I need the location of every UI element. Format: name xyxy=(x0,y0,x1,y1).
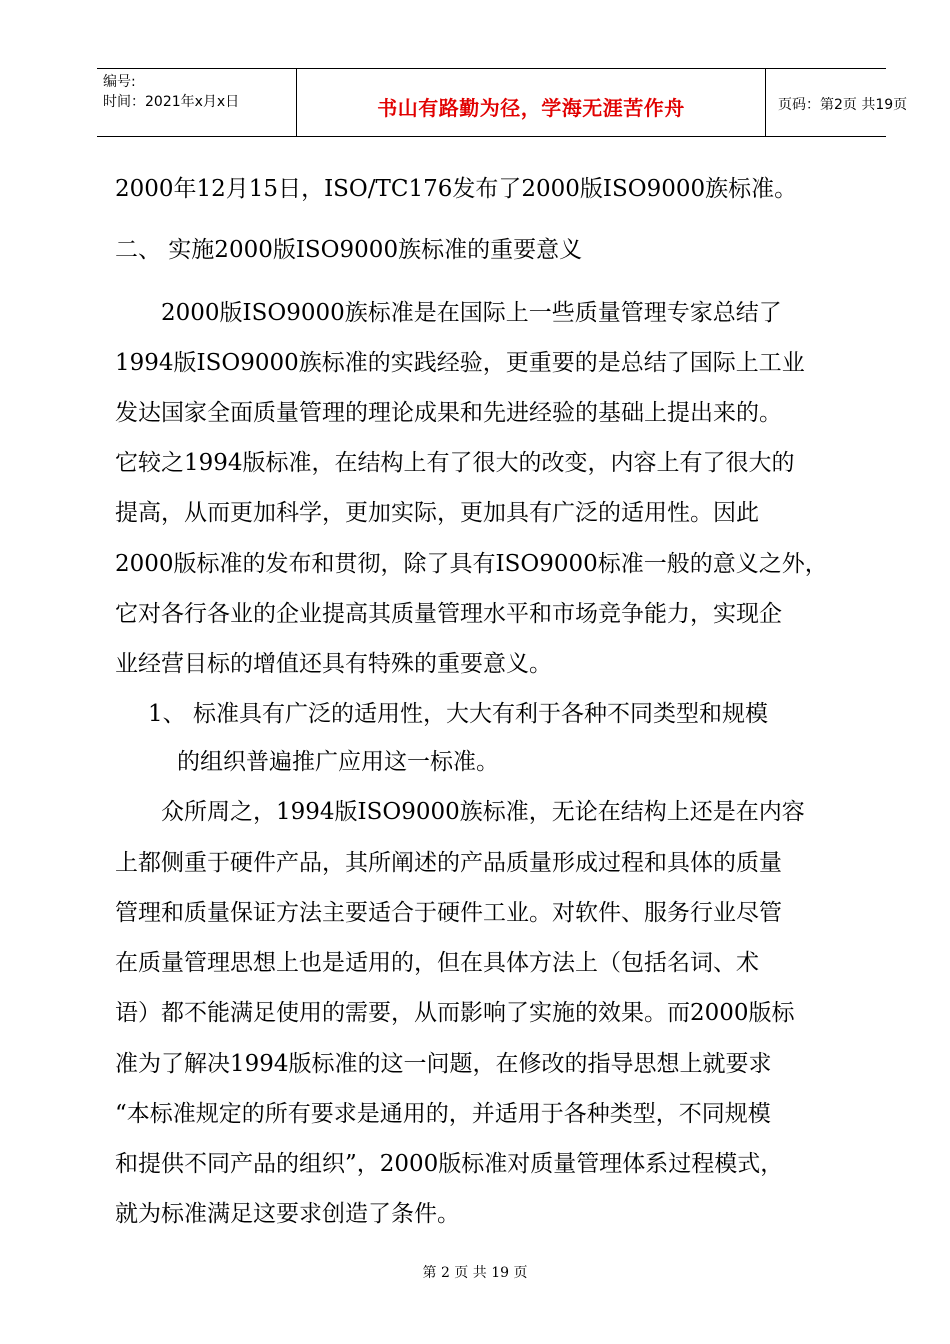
page-header xyxy=(97,68,908,137)
body-line: 众所周之，1994版ISO9000族标准，无论在结构上还是在内容 xyxy=(161,799,805,825)
subsection-heading: 1、 标准具有广泛的适用性，大大有利于各种不同类型和规模 xyxy=(148,701,768,727)
body-line: 它较之1994版标准，在结构上有了很大的改变，内容上有了很大的 xyxy=(115,450,795,476)
body-line: 在质量管理思想上也是适用的，但在具体方法上（包括名词、术 xyxy=(115,950,759,976)
subsection-heading-cont: 的组织普遍推广应用这一标准。 xyxy=(177,749,499,775)
body-line: 发达国家全面质量管理的理论成果和先进经验的基础上提出来的。 xyxy=(115,400,782,426)
body-line: 上都侧重于硬件产品，其所阐述的产品质量形成过程和具体的质量 xyxy=(115,850,782,876)
body-line: 1994版ISO9000族标准的实践经验，更重要的是总结了国际上工业 xyxy=(115,350,805,376)
header-page-info: 页码：第2页 共19页 xyxy=(778,97,908,113)
body-line: “本标准规定的所有要求是通用的，并适用于各种类型，不同规模 xyxy=(115,1101,771,1127)
body-line: 业经营目标的增值还具有特殊的重要意义。 xyxy=(115,651,552,677)
page-footer: 第 2 页 共 19 页 xyxy=(422,1265,528,1281)
body-line: 管理和质量保证方法主要适合于硬件工业。对软件、服务行业尽管 xyxy=(115,900,782,926)
body-line: 提高，从而更加科学，更加实际，更加具有广泛的适用性。因此 xyxy=(115,500,759,526)
body-line: 2000版标准的发布和贯彻，除了具有ISO9000标准一般的意义之外， xyxy=(115,551,828,577)
number-label: 编号: xyxy=(103,74,136,90)
body-line: 和提供不同产品的组织”，2000版标准对质量管理体系过程模式， xyxy=(115,1151,784,1177)
header-motto-cell xyxy=(296,69,766,136)
body-line: 准为了解决1994版标准的这一问题，在修改的指导思想上就要求 xyxy=(115,1051,772,1077)
body-line: 就为标准满足这要求创造了条件。 xyxy=(115,1201,460,1227)
body-line: 语）都不能满足使用的需要，从而影响了实施的效果。而2000版标 xyxy=(115,1000,795,1026)
body-line: 2000年12月15日，ISO/TC176发布了2000版ISO9000族标准。 xyxy=(115,176,798,202)
header-left-cell xyxy=(97,69,296,136)
time-label: 时间：2021年x月x日 xyxy=(103,94,240,110)
header-motto: 书山有路勤为径，学海无涯苦作舟 xyxy=(377,96,685,120)
body-line: 它对各行各业的企业提高其质量管理水平和市场竞争能力，实现企 xyxy=(115,601,782,627)
header-right-cell xyxy=(766,69,908,136)
section-heading: 二、 实施2000版ISO9000族标准的重要意义 xyxy=(115,237,583,263)
body-line: 2000版ISO9000族标准是在国际上一些质量管理专家总结了 xyxy=(161,300,782,326)
